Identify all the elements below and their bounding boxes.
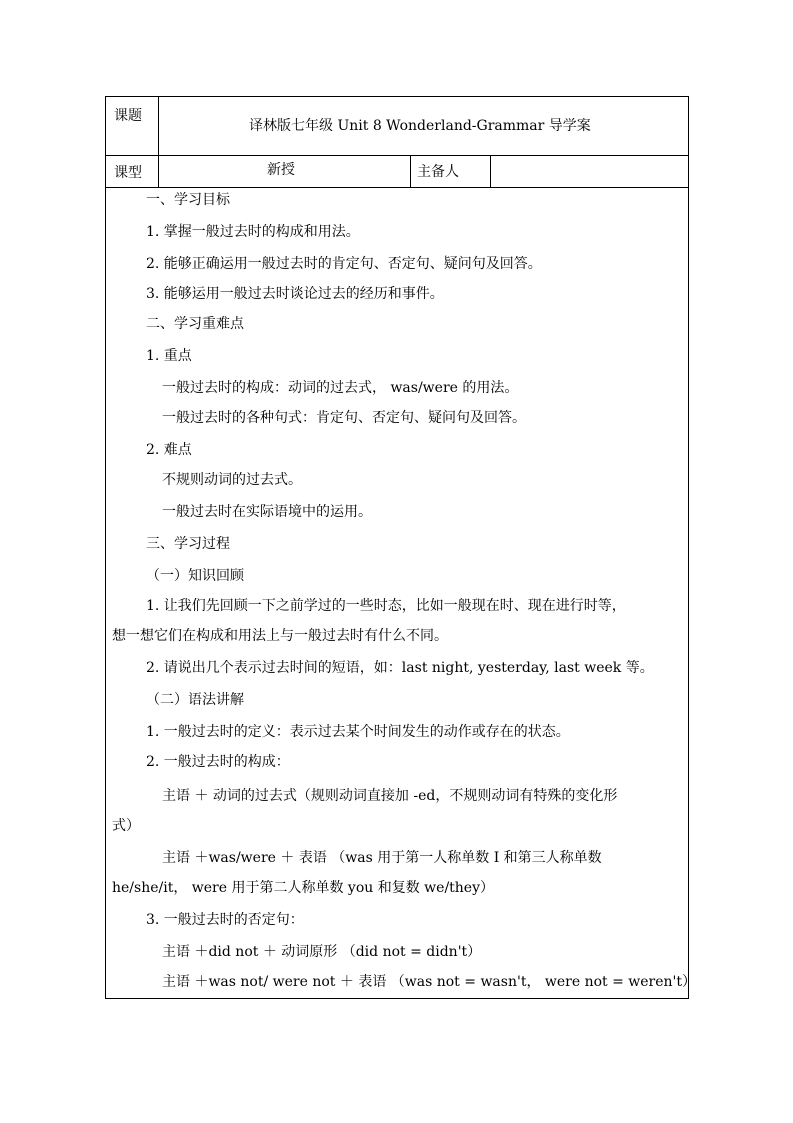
- type-label-cell: [106, 155, 158, 187]
- difficulty-heading: 2. 难点: [146, 442, 192, 458]
- structure-b-line-1: 主语 ＋was/were ＋ 表语 （was 用于第一人称单数 I 和第三人称单数: [162, 850, 602, 866]
- review-1-line-1: 1. 让我们先回顾一下之前学过的一些时态，比如一般现在时、现在进行时等，: [146, 598, 626, 614]
- negative-heading: 3. 一般过去时的否定句：: [146, 912, 304, 928]
- keypoint-b: 一般过去时的各种句式：肯定句、否定句、疑问句及回答。: [162, 410, 526, 426]
- difficulty-a: 不规则动词的过去式。: [162, 472, 302, 488]
- type-label: 课型: [114, 165, 142, 181]
- grammar-definition: 1. 一般过去时的定义：表示过去某个时间发生的动作或存在的状态。: [146, 724, 570, 740]
- review-2: 2. 请说出几个表示过去时间的短语，如：last night, yesterday, last week 等。: [146, 660, 654, 676]
- preparer-label-cell: [410, 155, 490, 187]
- keypoint-heading: 1. 重点: [146, 348, 192, 364]
- negative-b: 主语 ＋was not/ were not ＋ 表语 （was not = wasn't， were not = weren't）: [162, 974, 697, 990]
- section-process-title: 三、学习过程: [146, 536, 230, 552]
- grammar-structure-heading: 2. 一般过去时的构成：: [146, 754, 290, 770]
- keypoint-a: 一般过去时的构成：动词的过去式， was/were 的用法。: [162, 380, 519, 396]
- type-value: 新授: [267, 162, 295, 178]
- structure-a-line-1: 主语 ＋ 动词的过去式（规则动词直接加 -ed，不规则动词有特殊的变化形: [162, 788, 618, 804]
- plan-body: [106, 187, 697, 998]
- structure-b-line-2: he/she/it， were 用于第二人称单数 you 和复数 we/they）: [112, 880, 494, 896]
- difficulty-b: 一般过去时在实际语境中的运用。: [162, 504, 372, 520]
- topic-row: [106, 97, 688, 156]
- topic-value-cell: [158, 97, 688, 155]
- topic-label: 课题: [114, 108, 142, 124]
- topic-label-cell: [106, 97, 158, 155]
- lesson-title: 译林版七年级 Unit 8 Wonderland-Grammar 导学案: [249, 118, 591, 134]
- preparer-value-cell: [490, 155, 688, 187]
- type-value-cell: [158, 155, 410, 187]
- negative-a: 主语 ＋did not ＋ 动词原形 （did not = didn't）: [162, 944, 482, 960]
- section-objectives-title: 一、学习目标: [146, 192, 230, 208]
- subsection-grammar: （二）语法讲解: [146, 692, 244, 708]
- lesson-plan-table: [105, 96, 697, 999]
- objective-1: 1. 掌握一般过去时的构成和用法。: [146, 224, 360, 240]
- objective-3: 3. 能够运用一般过去时谈论过去的经历和事件。: [146, 286, 444, 302]
- objective-2: 2. 能够正确运用一般过去时的肯定句、否定句、疑问句及回答。: [146, 256, 542, 272]
- type-row: [106, 155, 688, 188]
- preparer-label: 主备人: [417, 164, 459, 180]
- section-keypoints-title: 二、学习重难点: [146, 316, 244, 332]
- subsection-review: （一）知识回顾: [146, 568, 244, 584]
- review-1-line-2: 想一想它们在构成和用法上与一般过去时有什么不同。: [112, 628, 448, 644]
- structure-a-line-2: 式）: [112, 818, 140, 834]
